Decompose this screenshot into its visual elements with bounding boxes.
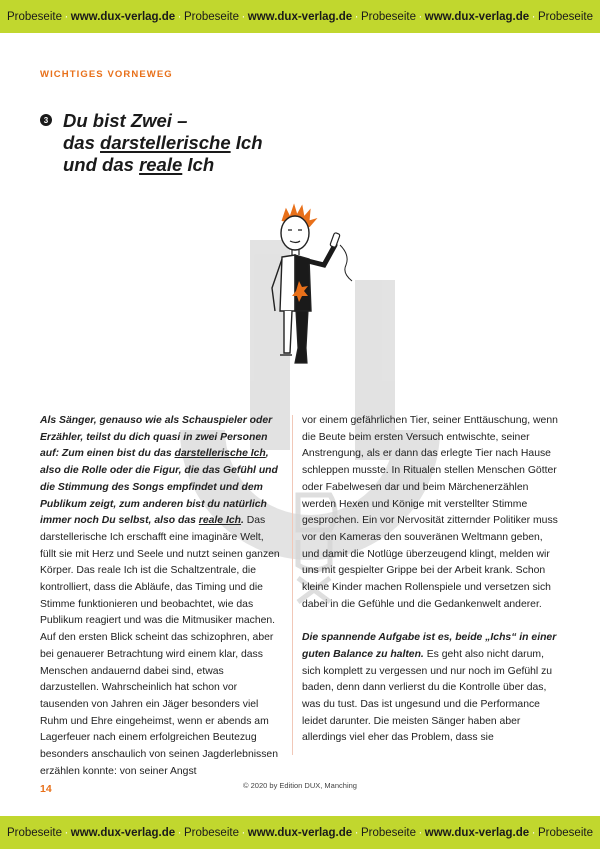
banner-url-link[interactable]: www.dux-verlag.de <box>70 826 176 839</box>
bottom-banner <box>0 816 600 849</box>
intro-part-2: , also die Rolle oder die Figur, die das Gefühl und die Stimmung des Songs empfindet und dem Publikum zeigt, zum anderen bist du natürlich immer noch Du selbst, also das <box>40 448 278 527</box>
banner-probeseite: Probeseite <box>7 10 62 23</box>
banner-separator: · <box>531 826 536 839</box>
banner-probeseite: Probeseite <box>361 10 416 23</box>
banner-probeseite: Probeseite <box>184 10 239 23</box>
heading-line-3-post: Ich <box>182 154 215 175</box>
banner-url-link[interactable]: www.dux-verlag.de <box>424 826 530 839</box>
left-leg <box>284 311 292 353</box>
heading-line-3-pre: und das <box>63 154 140 175</box>
intro-part-3: . <box>240 515 244 527</box>
banner-url-link[interactable]: www.dux-verlag.de <box>247 10 353 23</box>
paragraph-4 <box>302 630 561 747</box>
singer-illustration <box>262 203 362 368</box>
heading-line-2-post: Ich <box>230 132 263 153</box>
intro-part-1: Als Sänger, genauso wie als Schauspieler oder Erzähler, teilst du dich quasi in zwei Personen auf: Zum einen bist du das <box>40 415 273 460</box>
head-shape <box>281 216 309 250</box>
banner-url-link[interactable]: www.dux-verlag.de <box>247 826 353 839</box>
banner-separator: · <box>241 10 246 23</box>
body-left-half <box>280 255 295 311</box>
intro-bold-text <box>40 415 278 526</box>
banner-probeseite: Probeseite <box>538 826 593 839</box>
top-banner <box>0 0 600 33</box>
column-divider <box>292 415 293 755</box>
banner-separator: · <box>354 10 359 23</box>
heading-number-badge: 3 <box>40 114 52 126</box>
banner-url-link[interactable]: www.dux-verlag.de <box>70 10 176 23</box>
mic-cable <box>340 245 352 281</box>
copyright-notice: © 2020 by Edition DUX, Manching <box>243 781 357 790</box>
banner-probeseite: Probeseite <box>538 10 593 23</box>
paragraph-1-text: Das darstellerische Ich erschafft eine imaginäre Welt, füllt sie mit Herz und Seele und nutzt seinen ganzen Körper. Das reale Ich ist die Schaltzentrale, die kontrolliert, dass die Abläufe, das Timing und die Stimme funktionieren und beobachtet, wie das Publikum reagiert und was die Mitmusiker machen. <box>40 515 280 627</box>
banner-probeseite: Probeseite <box>184 826 239 839</box>
banner-separator: · <box>418 10 423 23</box>
banner-url-link[interactable]: www.dux-verlag.de <box>424 10 530 23</box>
heading-line-2-pre: das <box>63 132 101 153</box>
banner-separator: · <box>241 826 246 839</box>
intro-underlined-reales-ich: reale Ich <box>198 515 241 527</box>
paragraph-4-text: Es geht also nicht darum, sich komplett zu vergessen und nur noch im Gefühl zu baden, denn dann verlierst du die Kontrolle über das, was du tust. Das ist ungesund und die Performance leidet darunter. Die meisten Sänger haben aber allerdings viel eher das Problem, dass sie <box>302 648 553 744</box>
banner-probeseite: Probeseite <box>361 826 416 839</box>
banner-separator: · <box>418 826 423 839</box>
right-arm <box>308 245 335 265</box>
banner-separator: · <box>64 826 69 839</box>
heading-line-2 <box>63 132 263 154</box>
paragraph-2: Auf den ersten Blick scheint das schizophren, aber bei genauerer Betrachtung wird einem klar, dass Menschen andauernd dabei sind, etwas darzustellen. Wahrscheinlich hat schon vor tausenden von Jahren ein Jäger besonders viel Ruhm und Ehre eingeheimst, wenn er abends am Lagerfeuer nach einem erfolgreichen Beutezug besonders anschaulich von seinen Jagderlebnissen erzählen konnte: von seiner Angst <box>40 632 278 777</box>
banner-separator: · <box>64 10 69 23</box>
banner-separator: · <box>531 10 536 23</box>
microphone-icon <box>330 232 340 247</box>
section-label: WICHTIGES VORNEWEG <box>40 69 173 80</box>
intro-underlined-darstellerisches-ich: darstellerische Ich <box>174 448 266 460</box>
paragraph-intro <box>40 413 282 630</box>
heading-line-3 <box>63 154 263 176</box>
paragraph-4-bold: Die spannende Aufgabe ist es, beide „Ichs“ in einer guten Balance zu halten. <box>302 632 557 660</box>
heading-underlined-darstellerische: darstellerische <box>100 132 231 153</box>
text-column-right <box>302 413 561 747</box>
chapter-heading <box>40 110 263 176</box>
banner-separator: · <box>177 10 182 23</box>
banner-separator: · <box>177 826 182 839</box>
banner-probeseite: Probeseite <box>7 826 62 839</box>
heading-underlined-reale: reale <box>139 154 183 175</box>
text-column-left <box>40 413 282 780</box>
right-leg-boot <box>295 311 308 363</box>
paragraph-3: vor einem gefährlichen Tier, seiner Enttäuschung, wenn die Beute beim ersten Versuch entwischte, seiner Anstrengung, als er dann das erlegte Tier nach Hause schleppen musste. In Ritualen stellen Menschen Götter oder Fabelwesen dar und beim Märchenerzählen werden Hexen und Könige mit verstellter Stimme gesprochen. Ein vor Nervosität zitternder Politiker muss vor den Kameras den souveränen Weltmann geben, und damit die Notlüge überzeugend klingt, melden wir uns mit gespielter Grippe bei der Arbeit krank. Schon kleine Kinder machen Rollenspiele und versetzen sich dabei in die Gefühle und die Gedankenwelt anderer. <box>302 415 558 610</box>
heading-line-1: Du bist Zwei – <box>63 110 188 131</box>
heading-title <box>63 110 263 176</box>
page-number: 14 <box>40 783 52 795</box>
banner-separator: · <box>354 826 359 839</box>
